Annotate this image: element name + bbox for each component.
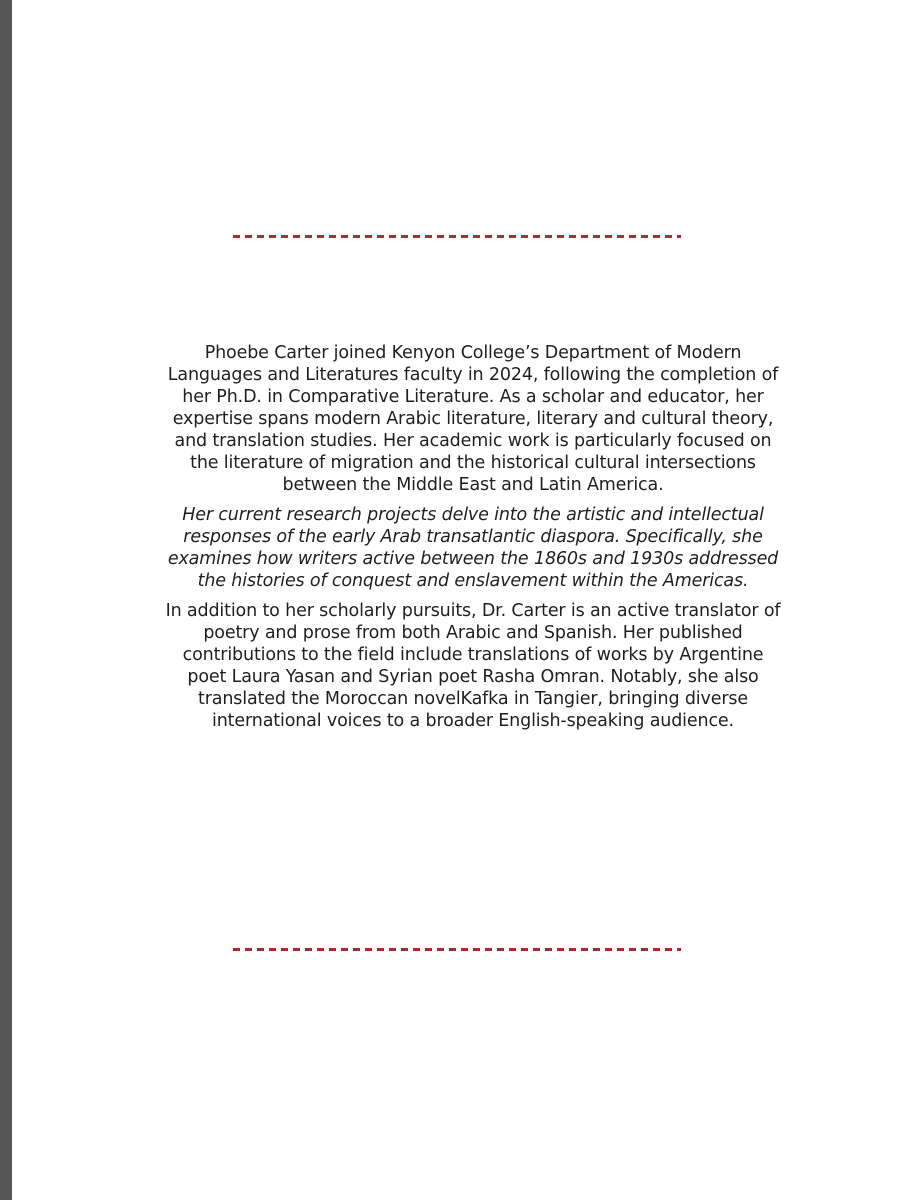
bio-text-block xyxy=(162,342,784,740)
document-page xyxy=(12,0,909,1200)
bio-paragraph-3-translations: In addition to her scholarly pursuits, Dr. Carter is an active translator of poetry and prose from both Arabic and Spanish. Her published contributions to the field include translations of works by Argentine poet Laura Yasan and Syrian poet Rasha Omran. Notably, she also translated the Moroccan novelKafka in Tangier, bringing diverse international voices to a broader English-speaking audience. xyxy=(165,601,781,731)
bottom-dashed-divider xyxy=(233,948,681,951)
bio-paragraph-1: Phoebe Carter joined Kenyon College’s Department of Modern Languages and Literatures faculty in 2024, following the completion of her Ph.D. in Comparative Literature. As a scholar and educator, her expertise spans modern Arabic literature, literary and cultural theory, and translation studies. Her academic work is particularly focused on the literature of migration and the historical cultural intersections between the Middle East and Latin America. xyxy=(167,343,779,495)
bio-paragraph-2-research: Her current research projects delve into the artistic and intellectual responses of the early Arab transatlantic diaspora. Specifically, she examines how writers active between the 1860s and 1930s addressed the histories of conquest and enslavement within the Americas. xyxy=(167,505,779,591)
top-dashed-divider xyxy=(233,235,681,238)
page-edge xyxy=(0,0,12,1200)
